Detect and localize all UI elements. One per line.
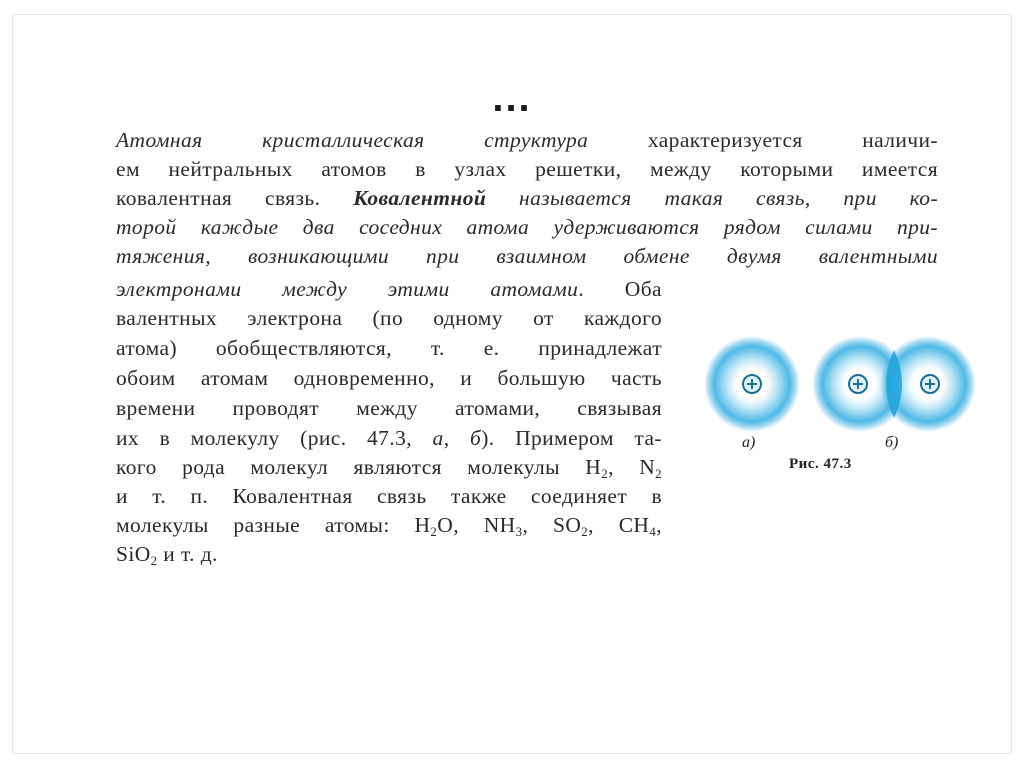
figure-label-b: б) [885,434,899,451]
nucleus-b2 [921,375,939,393]
text-line: тяжения, возникающими при взаимном обмене двумя валентными [116,244,938,268]
text-line: обоим атомам одновременно, и большую часть [116,366,662,390]
figure-47-3 [692,322,992,492]
slide-title: ... [492,76,532,120]
figure-label-a: а) [742,434,756,451]
text-line: Атомная кристаллическая структура характеризуется наличи- [116,128,938,152]
text-line: кого рода молекул являются молекулы $H_2$, $N_2$ [116,455,662,481]
text-line: и т. п. Ковалентная связь также соединяет в [116,484,662,508]
text-line: молекулы разные атомы: $H_2O$, $NH_3$, $SO_2$, $CH_4$, [116,513,662,539]
text-line: ем нейтральных атомов в узлах решетки, между которыми имеется [116,157,938,181]
nucleus-b1 [849,375,867,393]
text-line: торой каждые два соседних атома удерживаются рядом силами при- [116,215,938,239]
atom-diagram [692,322,992,452]
text-line: ковалентная связь. Ковалентной называется такая связь, при ко- [116,186,938,210]
text-line: SiO$_2$ и т. д. [116,542,218,568]
nucleus-a [743,375,761,393]
text-line: их в молекулу (рис. 47.3, а, б). Примером та- [116,426,662,450]
text-line: электронами между этими атомами. Оба [116,277,662,301]
text-line: времени проводят между атомами, связывая [116,396,662,420]
text-line: атома) обобществляются, т. е. принадлежат [116,336,662,360]
text-line: валентных электрона (по одному от каждого [116,306,662,330]
figure-caption: Рис. 47.3 [789,456,852,472]
